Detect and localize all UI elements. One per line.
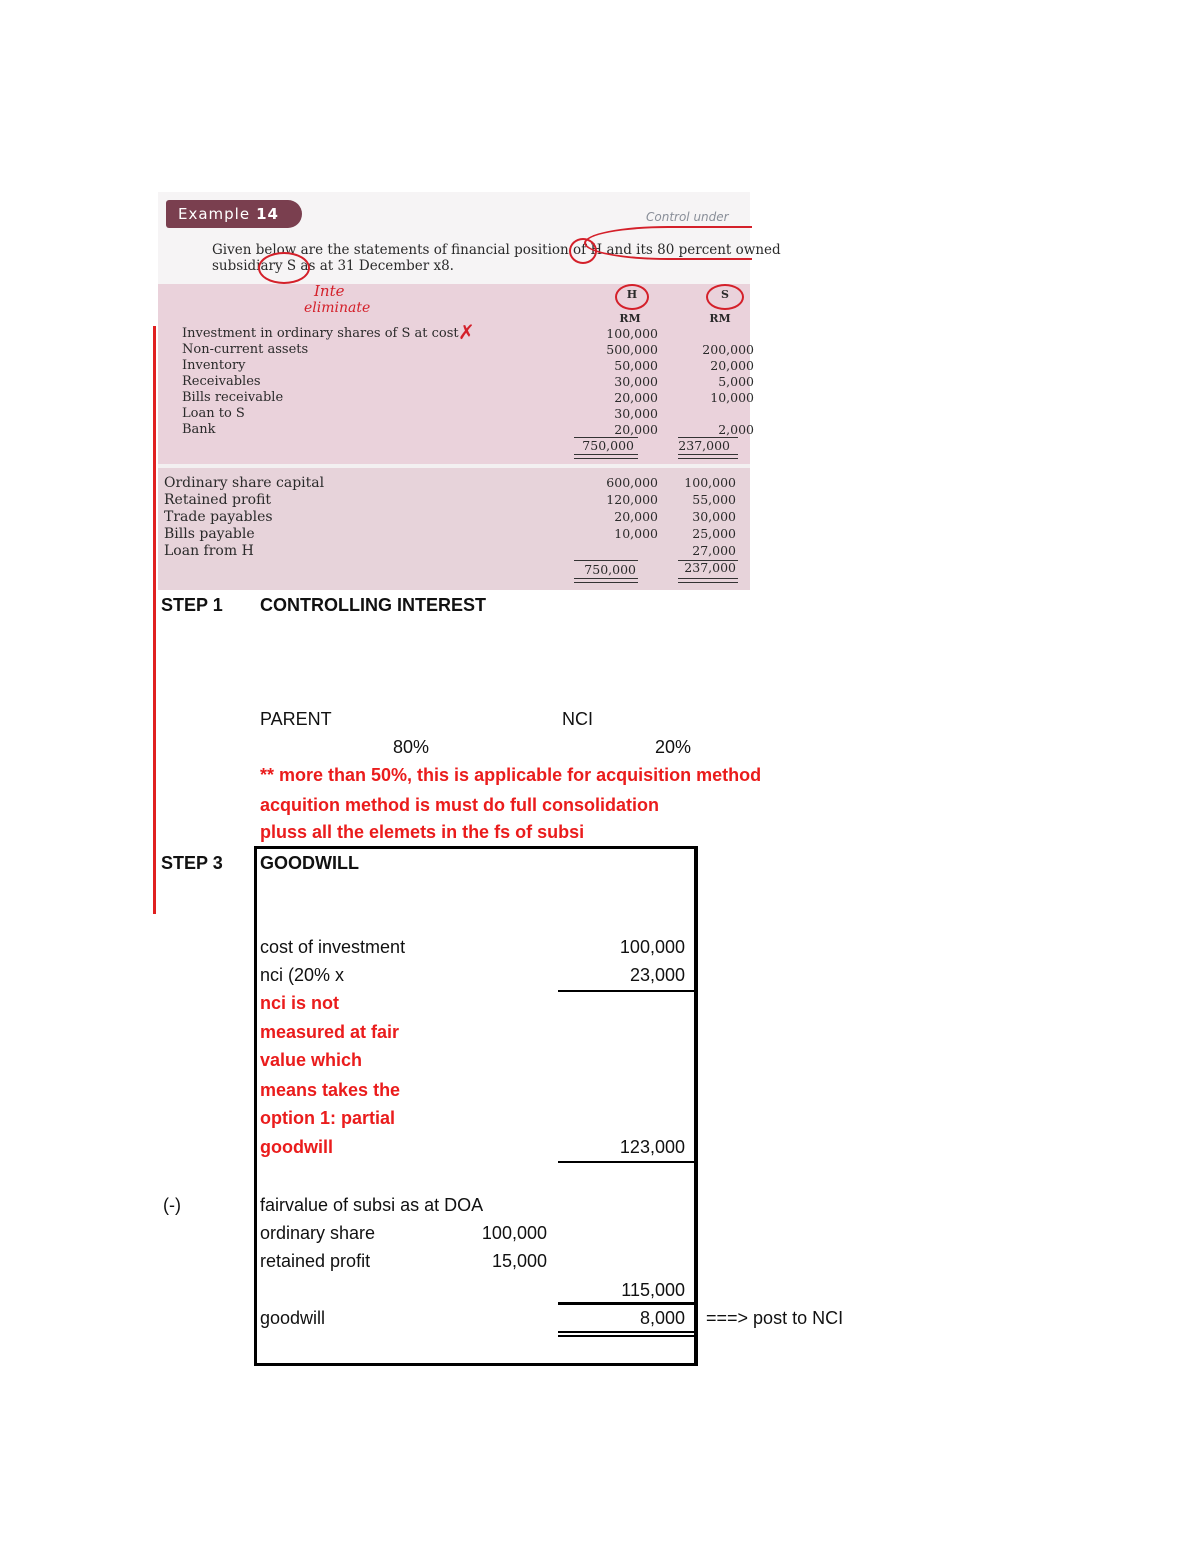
- asset-s-value: 20,000: [710, 358, 754, 373]
- nci-calc-value: 23,000: [629, 965, 685, 985]
- nci-note-line: option 1: partial: [260, 1108, 395, 1128]
- subtotal-rule-bottom: [558, 1161, 696, 1163]
- goodwill-title: GOODWILL: [260, 853, 359, 873]
- asset-h-value: 50,000: [614, 358, 658, 373]
- asset-h-value: 30,000: [614, 406, 658, 421]
- asset-row: [182, 374, 754, 390]
- liability-label: Trade payables: [164, 509, 273, 525]
- liability-label: Bills payable: [164, 526, 255, 542]
- asset-row: [182, 406, 742, 422]
- liability-row: [164, 475, 742, 492]
- liability-row: [164, 492, 742, 509]
- intro-line-1: Given below are the statements of financial position of H and its 80 percent owned: [212, 242, 781, 258]
- note-line-1: ** more than 50%, this is applicable for acquisition method: [260, 765, 762, 785]
- subtotal-rule-top: [558, 990, 696, 992]
- asset-label: Receivables: [182, 374, 261, 389]
- liability-row: [164, 543, 742, 560]
- left-marker-fv: [254, 1161, 257, 1281]
- assets-h-double-rule: [574, 454, 638, 459]
- goodwill-double-rule-1: [558, 1331, 696, 1333]
- left-marker-gw: [254, 1305, 257, 1335]
- col-s-letter: S: [721, 288, 729, 301]
- fair-value-label: fairvalue of subsi as at DOA: [260, 1195, 484, 1215]
- goodwill-value: 8,000: [639, 1308, 685, 1328]
- asset-h-value: 500,000: [606, 342, 658, 357]
- asset-s-value: 2,000: [718, 422, 754, 437]
- asset-row: [182, 390, 754, 406]
- handwritten-top-note: Control under: [646, 210, 729, 224]
- assets-h-total: 750,000: [582, 438, 634, 453]
- nci-note-line: means takes the: [260, 1080, 401, 1100]
- asset-label: Investment in ordinary shares of S at cost: [182, 326, 459, 341]
- red-bracket-tail: [153, 910, 156, 914]
- red-bracket-line: [153, 326, 156, 914]
- nci-note-line: measured at fair: [260, 1022, 400, 1042]
- post-to-nci-note: ===> post to NCI: [706, 1308, 844, 1328]
- liability-row: [164, 509, 742, 526]
- step1-title: CONTROLLING INTEREST: [260, 595, 486, 615]
- step1-label: STEP 1: [161, 595, 223, 615]
- circle-owned-annotation: [584, 226, 752, 260]
- liability-h-value: 20,000: [614, 509, 658, 524]
- intro-line-2: subsidiary S as at 31 December x8.: [212, 258, 454, 274]
- textbook-scan: [158, 192, 781, 590]
- asset-label: Loan to S: [182, 406, 245, 421]
- nci-note-line: goodwill: [260, 1137, 333, 1157]
- note-line-2: acquition method is must do full consolidation: [260, 795, 659, 815]
- goodwill-label: goodwill: [260, 1308, 326, 1328]
- nci-label: NCI: [562, 709, 593, 729]
- assets-table: [182, 322, 754, 438]
- asset-row: [182, 342, 754, 358]
- box-right-edge: [694, 846, 697, 1366]
- handwritten-inter: Inte: [314, 282, 345, 300]
- example-badge-word: Example: [178, 205, 251, 223]
- assets-s-total: 237,000: [678, 438, 730, 453]
- liability-label: Ordinary share capital: [164, 475, 325, 491]
- liability-h-value: 600,000: [606, 475, 658, 490]
- parent-label: PARENT: [260, 709, 332, 729]
- asset-label: Non-current assets: [182, 342, 309, 357]
- liability-s-value: 27,000: [692, 543, 736, 558]
- liability-s-value: 100,000: [684, 475, 736, 490]
- ordinary-share-label: ordinary share: [260, 1223, 376, 1243]
- asset-s-value: 10,000: [710, 390, 754, 405]
- liability-h-value: 120,000: [606, 492, 658, 507]
- retained-profit-label: retained profit: [260, 1251, 371, 1271]
- example-badge-number: 14: [256, 205, 279, 223]
- liability-row: [164, 526, 742, 543]
- asset-s-value: 200,000: [702, 342, 754, 357]
- assets-s-double-rule: [678, 454, 738, 459]
- note-line-3: pluss all the elemets in the fs of subsi: [260, 822, 585, 842]
- liability-s-value: 55,000: [692, 492, 736, 507]
- goodwill-double-rule-2: [558, 1335, 696, 1337]
- nci-note-line: nci is not: [260, 993, 340, 1013]
- left-marker-nci: [254, 962, 257, 990]
- asset-row: [182, 322, 742, 344]
- nci-note-line: value which: [260, 1050, 363, 1070]
- circle-s-annotation: [258, 252, 310, 284]
- liab-s-double-rule: [678, 578, 738, 583]
- asset-label: Bills receivable: [182, 390, 284, 405]
- liab-h-double-rule: [574, 578, 638, 583]
- asset-h-value: 20,000: [614, 390, 658, 405]
- step3-label: STEP 3: [161, 853, 223, 873]
- asset-h-value: 30,000: [614, 374, 658, 389]
- liability-s-value: 30,000: [692, 509, 736, 524]
- ordinary-share-value: 100,000: [481, 1223, 547, 1243]
- liabilities-table: [164, 475, 742, 560]
- minus-sign: (-): [163, 1195, 181, 1215]
- col-h-letter: H: [626, 288, 638, 301]
- goodwill-rule-top: [558, 1302, 696, 1305]
- nci-calc-label: nci (20% x: [260, 965, 345, 985]
- cross-mark-icon: ✗: [458, 322, 475, 344]
- col-h-unit: RM: [619, 312, 641, 325]
- asset-label: Inventory: [182, 358, 246, 373]
- liability-s-value: 25,000: [692, 526, 736, 541]
- liab-s-total: 237,000: [684, 560, 736, 575]
- asset-h-value: 20,000: [614, 422, 658, 437]
- cost-of-investment-label: cost of investment: [260, 937, 406, 957]
- liab-h-total-rule: [574, 560, 638, 561]
- subtotal-value: 123,000: [619, 1137, 685, 1157]
- nci-percent: 20%: [655, 737, 692, 757]
- parent-percent: 80%: [393, 737, 430, 757]
- asset-s-value: 5,000: [718, 374, 754, 389]
- liability-h-value: 10,000: [614, 526, 658, 541]
- asset-h-value: 100,000: [606, 326, 658, 341]
- liability-label: Loan from H: [164, 543, 254, 559]
- col-s-unit: RM: [709, 312, 731, 325]
- asset-row: [182, 422, 754, 438]
- liab-h-total: 750,000: [584, 562, 636, 577]
- asset-label: Bank: [182, 422, 216, 437]
- cost-of-investment-value: 100,000: [619, 937, 685, 957]
- liability-label: Retained profit: [164, 492, 272, 508]
- asset-row: [182, 358, 754, 374]
- handwritten-eliminate: eliminate: [304, 300, 371, 316]
- example-badge: [166, 200, 302, 228]
- retained-profit-value: 15,000: [491, 1251, 547, 1271]
- fair-value-total: 115,000: [621, 1280, 685, 1300]
